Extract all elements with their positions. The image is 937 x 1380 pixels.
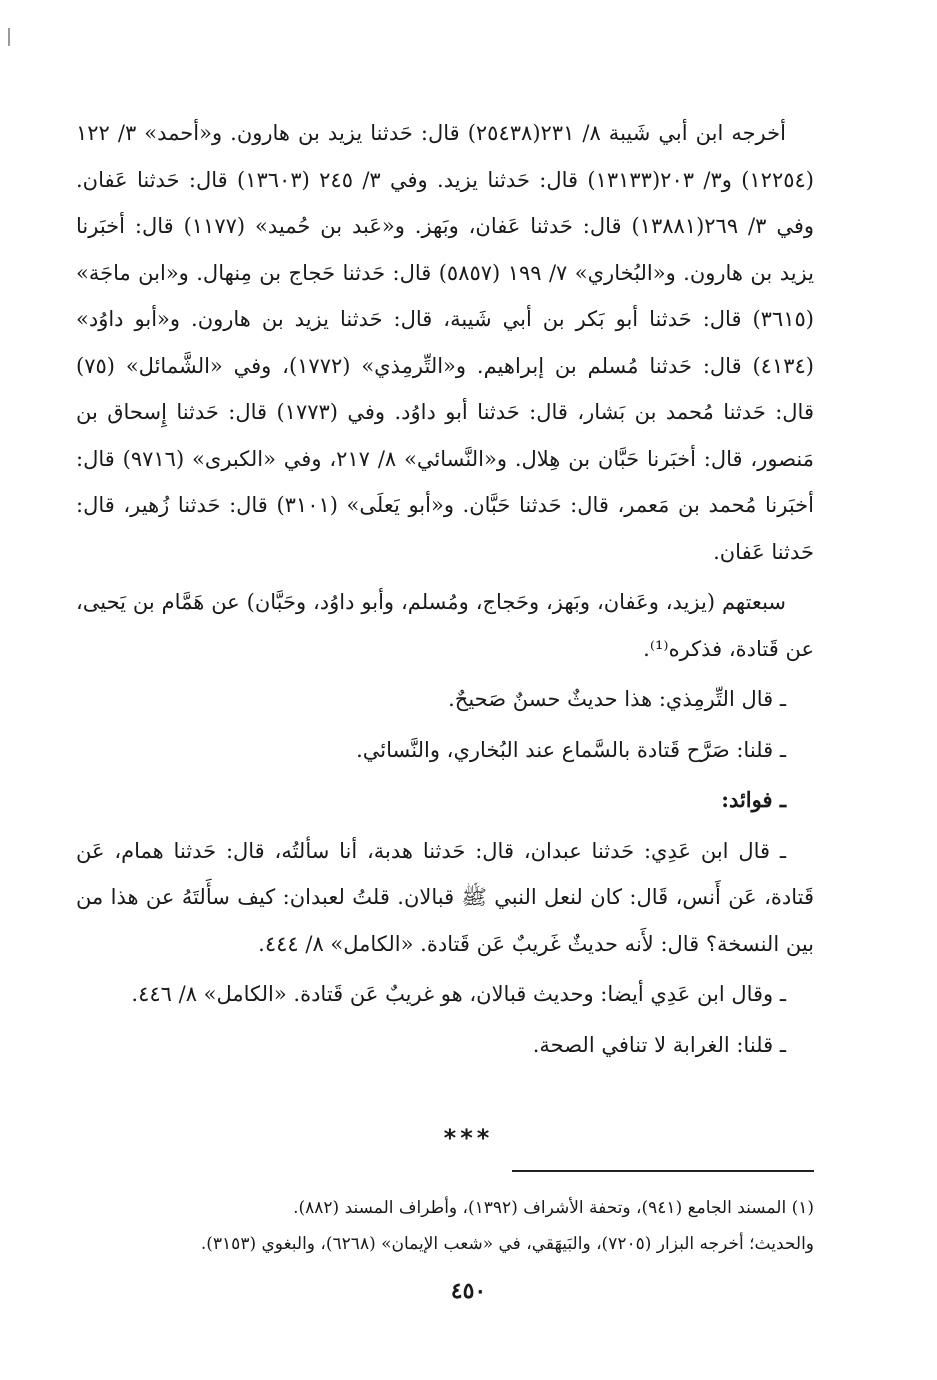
paragraph-ibn-adi-1: ـ قال ابن عَدِي: حَدثنا عبدان، قال: حَدثنا هدبة، أنا سألتُه، قال: حَدثنا همام، عَن قَتادة، عَن أَنس، قَال: كان لنعل النبي ﷺ قبالان. قلتُ لعبدان: كيف سأَلتَهُ عن هذا من بين النسخة؟ قال: لأَنه حديثٌ غَريبٌ عَن قَتادة. «الكامل» ٨/ ٤٤٤. [76, 838, 814, 956]
paragraph-tirmidhi-grade: ـ قال التِّرمِذي: هذا حديثٌ حسنٌ صَحيحٌ. [448, 687, 786, 711]
footnote-2: والحديث؛ أخرجه البزار (٧٢٠٥)، والبَيهَقي، في «شعب الإيمان» (٦٢٦٨)، والبغوي (٣١٥٣). [200, 1234, 814, 1254]
paragraph-takhrij: أخرجه ابن أبي شَيبة ٨/ ٢٣١(٢٥٤٣٨) قال: حَدثنا يزيد بن هارون. و«أحمد» ٣/ ١٢٢ (١٢٢٥٤) و٣/ ٢٠٣(١٣١٣٣) قال: حَدثنا يزيد. وفي ٣/ ٢٤٥ (١٣٦٠٣) قال: حَدثنا عَفان. وفي ٣/ ٢٦٩(١٣٨٨١) قال: حَدثنا عَفان، وبَهز. و«عَبد بن حُميد» (١١٧٧) قال: أخبَرنا يزيد بن هارون. و«البُخاري» ٧/ ١٩٩ (٥٨٥٧) قال: حَدثنا حَجاج بن مِنهال. و«ابن ماجَة» (٣٦١٥) قال: حَدثنا أبو بَكر بن أبي شَيبة، قال: حَدثنا يزيد بن هارون. و«أبو داوُد» (٤١٣٤) قال: حَدثنا مُسلم بن إبراهيم. و«التِّرمِذي» (١٧٧٢)، وفي «الشَّمائل» (٧٥) قال: حَدثنا مُحمد بن بَشار، قال: حَدثنا أبو داوُد. وفي (١٧٧٣) قال: حَدثنا إِسحاق بن مَنصور، قال: أخبَرنا حَبَّان بن هِلال. و«النَّسائي» ٨/ ٢١٧، وفي «الكبرى» (٩٧١٦) قال: أخبَرنا مُحمد بن مَعمر، قال: حَدثنا حَبَّان. و«أبو يَعلَى» (٣١٠١) قال: حَدثنا زُهير، قال: حَدثنا عَفان. [76, 121, 815, 564]
main-text [76, 110, 814, 1068]
paragraph-narrators: سبعتهم (يزيد، وعَفان، وبَهز، وحَجاج، ومُسلم، وأبو داوُد، وحَبَّان) عن هَمَّام بن يَحيى، عن قَتادة، فذكره⁽¹⁾. [76, 590, 814, 661]
footnotes [76, 1190, 814, 1262]
heading-fawaid: ـ فوائد: [721, 787, 786, 812]
page-number: ٤٥٠ [450, 1278, 487, 1304]
margin-mark [8, 28, 10, 46]
footnote-rule [512, 1170, 814, 1172]
paragraph-ibn-adi-2: ـ وقال ابن عَدِي أيضا: وحديث قبالان، هو غريبٌ عَن قَتادة. «الكامل» ٨/ ٤٤٦. [131, 982, 786, 1006]
section-separator: *** [443, 1124, 494, 1152]
paragraph-conclusion: ـ قلنا: الغرابة لا تنافي الصحة. [532, 1032, 786, 1057]
footnote-1: (١) المسند الجامع (٩٤١)، وتحفة الأشراف (١٣٩٢)، وأطراف المسند (٨٨٢). [293, 1198, 814, 1218]
paragraph-sama-note: ـ قلنا: صَرَّح قَتادة بالسَّماع عند البُخاري، والنَّسائي. [356, 737, 786, 762]
